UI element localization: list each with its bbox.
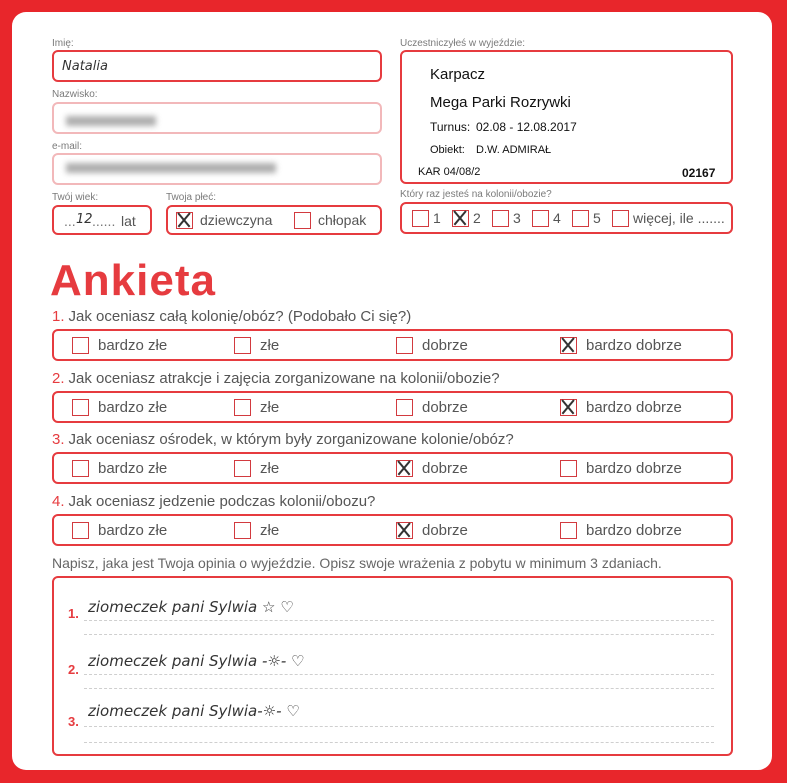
age-value: 12: [76, 212, 93, 227]
q3-bardzo-zle-label: bardzo złe: [98, 460, 168, 477]
times-1-checkbox[interactable]: [412, 210, 429, 227]
question-2: [52, 370, 500, 387]
surname-field[interactable]: [52, 102, 382, 134]
opinion-rule-1a: [84, 620, 714, 621]
gender-label: Twoja płeć:: [166, 192, 217, 203]
question-3-options: [52, 452, 733, 484]
q3-zle-checkbox[interactable]: [234, 460, 251, 477]
q4-bardzo-zle-checkbox[interactable]: [72, 522, 89, 539]
q2-bardzo-dobrze-label: bardzo dobrze: [586, 399, 682, 416]
q4-zle-label: złe: [260, 522, 280, 539]
question-4-number: 4.: [52, 493, 65, 510]
opinion-line-2-text: ziomeczek pani Sylwia -☼- ♡: [88, 652, 305, 670]
times-2-label: 2: [473, 210, 481, 226]
email-redaction: [66, 163, 276, 173]
age-field[interactable]: [52, 205, 152, 235]
gender-dziewczyna-checkbox[interactable]: [176, 212, 193, 229]
survey-title: Ankieta: [50, 256, 216, 305]
q1-dobrze-label: dobrze: [422, 337, 468, 354]
q4-bardzo-zle-label: bardzo złe: [98, 522, 168, 539]
gender-chlopak-checkbox[interactable]: [294, 212, 311, 229]
times-5-label: 5: [593, 210, 601, 226]
question-2-number: 2.: [52, 370, 65, 387]
question-3-text: Jak oceniasz ośrodek, w którym były zorganizowane kolonie/obóz?: [68, 431, 514, 448]
trip-park: Mega Parki Rozrywki: [430, 94, 571, 111]
question-2-text: Jak oceniasz atrakcje i zajęcia zorganizowane na kolonii/obozie?: [68, 370, 500, 387]
trip-info-box: [400, 50, 733, 184]
trip-obiekt-value: D.W. ADMIRAŁ: [476, 144, 552, 156]
trip-label: Uczestniczyłeś w wyjeździe:: [400, 38, 526, 49]
q2-dobrze-label: dobrze: [422, 399, 468, 416]
age-prefix: ...: [64, 213, 76, 229]
q2-zle-checkbox[interactable]: [234, 399, 251, 416]
times-more-label: więcej, ile .......: [633, 210, 725, 226]
opinion-line-3-number: 3.: [68, 714, 79, 729]
q2-zle-label: złe: [260, 399, 280, 416]
q3-dobrze-checkbox[interactable]: [396, 460, 413, 477]
gender-chlopak-label: chłopak: [318, 212, 367, 228]
q4-dobrze-checkbox[interactable]: [396, 522, 413, 539]
opinion-prompt: Napisz, jaka jest Twoja opinia o wyjeździe. Opisz swoje wrażenia z pobytu w minimum 3 zdaniach.: [52, 555, 662, 571]
email-label: e-mail:: [52, 141, 83, 152]
q3-bardzo-dobrze-checkbox[interactable]: [560, 460, 577, 477]
q1-zle-checkbox[interactable]: [234, 337, 251, 354]
surname-label: Nazwisko:: [52, 89, 98, 100]
q2-dobrze-checkbox[interactable]: [396, 399, 413, 416]
question-3-number: 3.: [52, 431, 65, 448]
name-field[interactable]: [52, 50, 382, 82]
q1-bardzo-dobrze-checkbox[interactable]: [560, 337, 577, 354]
times-1-label: 1: [433, 210, 441, 226]
trip-obiekt-label: Obiekt:: [430, 144, 465, 156]
q2-bardzo-dobrze-checkbox[interactable]: [560, 399, 577, 416]
q3-zle-label: złe: [260, 460, 280, 477]
opinion-rule-2b: [84, 688, 714, 689]
times-3-checkbox[interactable]: [492, 210, 509, 227]
times-4-label: 4: [553, 210, 561, 226]
q3-bardzo-zle-checkbox[interactable]: [72, 460, 89, 477]
q4-zle-checkbox[interactable]: [234, 522, 251, 539]
gender-field: [166, 205, 382, 235]
q2-bardzo-zle-label: bardzo złe: [98, 399, 168, 416]
q4-dobrze-label: dobrze: [422, 522, 468, 539]
age-suffix: ......: [92, 213, 116, 229]
question-1: [52, 308, 411, 325]
question-4-text: Jak oceniasz jedzenie podczas kolonii/obozu?: [68, 493, 376, 510]
times-5-checkbox[interactable]: [572, 210, 589, 227]
question-1-number: 1.: [52, 308, 65, 325]
age-unit: lat: [121, 213, 136, 229]
trip-code: KAR 04/08/2: [418, 166, 481, 178]
opinion-line-3-text: ziomeczek pani Sylwia-☼- ♡: [88, 702, 300, 720]
opinion-rule-1b: [84, 634, 714, 635]
q1-bardzo-zle-checkbox[interactable]: [72, 337, 89, 354]
opinion-rule-2a: [84, 674, 714, 675]
q3-dobrze-label: dobrze: [422, 460, 468, 477]
opinion-line-1-number: 1.: [68, 606, 79, 621]
opinion-rule-3b: [84, 742, 714, 743]
times-more-checkbox[interactable]: [612, 210, 629, 227]
trip-turnus-label: Turnus:: [430, 120, 471, 134]
surname-redaction: [66, 116, 156, 126]
trip-number: 02167: [682, 166, 716, 180]
question-4: [52, 493, 375, 510]
q1-bardzo-dobrze-label: bardzo dobrze: [586, 337, 682, 354]
opinion-rule-3a: [84, 726, 714, 727]
question-4-options: [52, 514, 733, 546]
q2-bardzo-zle-checkbox[interactable]: [72, 399, 89, 416]
q4-bardzo-dobrze-label: bardzo dobrze: [586, 522, 682, 539]
question-2-options: [52, 391, 733, 423]
times-field: [400, 202, 733, 234]
q4-bardzo-dobrze-checkbox[interactable]: [560, 522, 577, 539]
times-3-label: 3: [513, 210, 521, 226]
opinion-line-1-text: ziomeczek pani Sylwia ☆ ♡: [88, 598, 294, 616]
times-label: Który raz jesteś na kolonii/obozie?: [400, 189, 552, 200]
email-field[interactable]: [52, 153, 382, 185]
q1-zle-label: złe: [260, 337, 280, 354]
survey-sheet: [12, 12, 772, 770]
gender-dziewczyna-label: dziewczyna: [200, 212, 273, 228]
times-4-checkbox[interactable]: [532, 210, 549, 227]
age-label: Twój wiek:: [52, 192, 99, 203]
trip-turnus-value: 02.08 - 12.08.2017: [476, 120, 577, 134]
name-value: Natalia: [62, 59, 108, 74]
question-1-options: [52, 329, 733, 361]
q3-bardzo-dobrze-label: bardzo dobrze: [586, 460, 682, 477]
q1-bardzo-zle-label: bardzo złe: [98, 337, 168, 354]
name-label: Imię:: [52, 38, 74, 49]
opinion-line-2-number: 2.: [68, 662, 79, 677]
q1-dobrze-checkbox[interactable]: [396, 337, 413, 354]
times-2-checkbox[interactable]: [452, 210, 469, 227]
question-1-text: Jak oceniasz całą kolonię/obóz? (Podobało Ci się?): [68, 308, 412, 325]
trip-place: Karpacz: [430, 66, 486, 83]
question-3: [52, 431, 514, 448]
opinion-textarea[interactable]: [52, 576, 733, 756]
